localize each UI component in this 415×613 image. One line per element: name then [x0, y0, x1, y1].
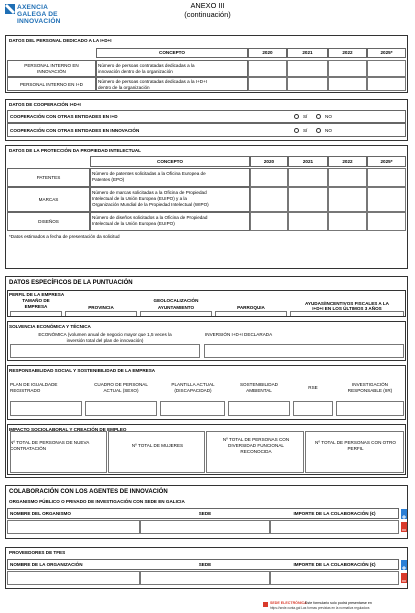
personal-col-concepto: CONCEPTO	[159, 50, 185, 55]
resp-sost: SOSTENIBILIDAD	[239, 382, 279, 387]
perfil-ayudas-2: I+D+I EN LOS ÚLTIMOS 3 AÑOS	[312, 306, 382, 311]
perfil-parroquia: PARROQUIA	[237, 305, 265, 310]
disenos-input-2020[interactable]	[250, 212, 288, 231]
proveedores-nombre-input[interactable]	[7, 571, 140, 585]
plus-icon	[401, 512, 407, 522]
perfil-provincia-input[interactable]	[65, 311, 137, 316]
impacto-otro: Nº TOTAL DE PERSONAS CON OTRO	[315, 440, 396, 445]
marcas-input-2021[interactable]	[288, 187, 328, 212]
impacto-diversidad-3: RECONOCIDA	[240, 449, 272, 454]
solvencia-economica-input[interactable]	[10, 344, 200, 358]
cooperacion-row-2-si-radio[interactable]	[294, 128, 299, 133]
resp-cuadro-2: ACTUAL (SEXO)	[103, 388, 139, 393]
impacto-nueva: Nº TOTAL DE PERSONAS DE NUEVA	[10, 440, 90, 445]
cooperacion-row-2-label: COOPERACIÓN CON OTRAS ENTIDADES EN INNOVACIÓN	[10, 128, 140, 133]
section-puntuacion-title: DATOS ESPECÍFICOS DE LA PUNTUACIÓN	[9, 280, 133, 286]
impacto-otro-2: PERFIL	[347, 446, 364, 451]
perfil-ayuntamiento-input[interactable]	[140, 311, 212, 316]
personal-year-3: 2022	[342, 50, 353, 55]
personal-row-2-input-2021[interactable]	[287, 77, 328, 91]
minus-icon	[401, 576, 407, 586]
personal-row-1-concept: Número de persoas contratadas dedicadas a la	[98, 63, 195, 68]
section-colaboracion-title: COLABORACIÓN CON LOS AGENTES DE INNOVACIÓN	[9, 489, 168, 495]
logo	[5, 3, 77, 29]
logo-line-3: INNOVACIÓN	[17, 18, 61, 25]
perfil-ayudas-input[interactable]	[290, 311, 404, 316]
disenos-input-2021[interactable]	[288, 212, 328, 231]
logo-line-1: AXENCIA	[17, 4, 49, 11]
solvencia-inversion-input[interactable]	[204, 344, 404, 358]
personal-year-4: 2025*	[380, 50, 393, 55]
disenos-input-2025[interactable]	[367, 212, 406, 231]
impacto-mujeres: Nº TOTAL DE MUJERES	[131, 443, 184, 448]
propiedad-row-disenos-concept: Número de diseños solicitados a la Oficina de Propiedad	[92, 215, 208, 220]
resp-inv: INVESTIGACIÓN	[352, 382, 388, 387]
cooperacion-row-1-no-label: NO	[325, 114, 332, 119]
resp-cuadro-input[interactable]	[85, 401, 157, 416]
proveedores-sede-input[interactable]	[140, 571, 270, 585]
perfil-tamano-2: EMPRESA	[24, 304, 48, 309]
propiedad-row-patentes-concept-2: Patentes (EPO)	[92, 177, 125, 182]
colaboracion-add-button[interactable]	[401, 509, 407, 519]
propiedad-row-marcas-label: MARCAS	[38, 197, 59, 202]
responsabilidad-title: RESPONSABILIDAD SOCIAL Y SOSTENIBILIDAD DE LA EMPRESA	[9, 368, 156, 373]
marcas-input-2020[interactable]	[250, 187, 288, 212]
patentes-input-2022[interactable]	[328, 168, 367, 187]
perfil-parroquia-input[interactable]	[215, 311, 287, 316]
impacto-otro-input[interactable]	[305, 431, 404, 473]
cooperacion-row-1-si-label: SÍ	[303, 114, 308, 119]
cooperacion-row-2-no-radio[interactable]	[316, 128, 321, 133]
resp-rse-input[interactable]	[293, 401, 333, 416]
personal-row-1-label-2: INNOVACIÓN	[37, 69, 66, 74]
galicia-cross-logo-icon	[5, 4, 15, 14]
propiedad-row-patentes-label: PATENTES	[36, 175, 61, 180]
impacto-nueva-input[interactable]	[10, 431, 107, 473]
personal-row-2-input-2022[interactable]	[328, 77, 367, 91]
propiedad-row-marcas-concept-2: Intelectual de la Unión Europea (EUIPO) y a la	[92, 196, 187, 201]
resp-inv-input[interactable]	[336, 401, 404, 416]
resp-plan: PLAN DE IGUALDADE	[10, 382, 58, 387]
proveedores-col-nombre: NOMBRE DE LA ORGANIZACIÓN	[10, 562, 83, 567]
resp-cuadro: CUADRO DE PERSONAL	[94, 382, 148, 387]
solvencia-economica-2: inversión total del plan de innovación)	[66, 338, 144, 343]
personal-row-1-input-2020[interactable]	[248, 60, 287, 77]
proveedores-col-importe: IMPORTE DE LA COLABORACIÓN (€)	[293, 562, 376, 567]
perfil-ayuntamiento: AYUNTAMIENTO	[157, 305, 195, 310]
personal-row-2-input-2025[interactable]	[367, 77, 406, 91]
marcas-input-2022[interactable]	[328, 187, 367, 212]
resp-plantilla-2: (DISCAPACIDAD)	[174, 388, 212, 393]
personal-row-2-concept: Número de persoas contratadas dedicadas a la I+D+I	[98, 79, 208, 84]
resp-rse: RSE	[308, 385, 318, 390]
disenos-input-2022[interactable]	[328, 212, 367, 231]
personal-row-1-concept-2: innovación dentro de la organización	[98, 69, 173, 74]
personal-row-2-input-2020[interactable]	[248, 77, 287, 91]
section-cooperacion-title: DATOS DE COOPERACIÓN I+D+I	[9, 102, 81, 107]
marcas-input-2025[interactable]	[367, 187, 406, 212]
impacto-mujeres-input[interactable]	[108, 431, 205, 473]
colaboracion-col-nombre: NOMBRE DEL ORGANISMO	[10, 511, 71, 516]
footer-line-1: Este formulario solo podrá presentarse en	[305, 601, 372, 605]
propiedad-row-marcas-concept-3: Organización Mundial de la Propiedad Intelectual (WIPO)	[92, 202, 209, 207]
resp-plantilla-input[interactable]	[160, 401, 225, 416]
patentes-input-2020[interactable]	[250, 168, 288, 187]
section-propiedad-title: DATOS DE LA PROTECCIÓN DA PROPIEDAD INTELECTUAL	[9, 148, 141, 153]
section-proveedores-title: PROVEEDORES DE TFES	[9, 550, 66, 555]
cooperacion-row-1-si-radio[interactable]	[294, 114, 299, 119]
cooperacion-row-2-si-label: SÍ	[303, 128, 308, 133]
personal-row-2-concept-2: dentro de la organización	[98, 85, 150, 90]
impacto-diversidad-input[interactable]	[206, 431, 304, 473]
plus-icon	[401, 563, 407, 573]
patentes-input-2021[interactable]	[288, 168, 328, 187]
minus-icon	[401, 525, 407, 535]
personal-row-1-input-2022[interactable]	[328, 60, 367, 77]
propiedad-footnote: *Datos estimados a fecha de presentación da solicitud	[9, 234, 120, 239]
propiedad-row-patentes-concept: Número de patentes solicitadas a la Oficina Europea de	[92, 171, 206, 176]
solvencia-inversion: INVERSIÓN I+D+I DECLARADA	[205, 332, 273, 337]
propiedad-col-concepto: CONCEPTO	[157, 159, 183, 164]
cooperacion-row-2-no-label: NO	[325, 128, 332, 133]
resp-sost-input[interactable]	[228, 401, 290, 416]
impacto-diversidad: Nº TOTAL DE PERSONAS CON	[222, 437, 290, 442]
section-personal-title: DATOS DEL PERSONAL DEDICADO A LA I+D+I	[9, 38, 112, 43]
perfil-provincia: PROVINCIA	[88, 305, 114, 310]
solvencia-economica: ECONÓMICA (volumen anual de negocio mayor que 1,5 veces la	[38, 332, 172, 337]
colaboracion-sede-input[interactable]	[140, 520, 270, 534]
cooperacion-row-1-no-radio[interactable]	[316, 114, 321, 119]
personal-row-2-label: PERSONAL INTERNO EN I+D	[19, 82, 83, 87]
personal-row-1-input-2025[interactable]	[367, 60, 406, 77]
perfil-ayudas: AYUDAS/INCENTIVOS FISCALES A LA	[305, 301, 389, 306]
perfil-geo: GEOLOCALIZACIÓN	[153, 298, 199, 303]
colaboracion-importe-input[interactable]	[270, 520, 399, 534]
patentes-input-2025[interactable]	[367, 168, 406, 187]
perfil-tamano-input[interactable]	[10, 311, 62, 316]
perfil-tamano: TAMAÑO DE	[22, 298, 50, 303]
cooperacion-row-1-label: COOPERACIÓN CON OTRAS ENTIDADES EN I+D	[10, 114, 118, 119]
personal-row-1-label: PERSONAL INTERNO EN	[24, 63, 79, 68]
logo-line-2: GALEGA DE	[17, 11, 58, 18]
personal-year-2: 2021	[302, 50, 313, 55]
impacto-diversidad-2: DIVERSIDAD FUNCIONAL	[228, 443, 284, 448]
propiedad-year-1: 2020	[263, 159, 275, 164]
colaboracion-nombre-input[interactable]	[7, 520, 140, 534]
proveedores-add-button[interactable]	[401, 560, 407, 570]
resp-plantilla: PLANTILLA ACTUAL	[171, 382, 215, 387]
propiedad-year-3: 2022	[342, 159, 353, 164]
page-subtitle: (continuación)	[184, 10, 231, 19]
propiedad-row-disenos-label: DISEÑOS	[38, 219, 59, 224]
resp-plan-input[interactable]	[10, 401, 82, 416]
personal-row-1-input-2021[interactable]	[287, 60, 328, 77]
solvencia-title: SOLVENCIA ECONÓMICA Y TÉCNICA	[9, 324, 91, 329]
proveedores-remove-button[interactable]	[401, 573, 407, 583]
perfil-title: PERFIL DE LA EMPRESA	[9, 292, 65, 297]
proveedores-importe-input[interactable]	[270, 571, 399, 585]
proveedores-col-sede: SEDE	[198, 562, 212, 567]
colaboracion-col-sede: SEDE	[198, 511, 212, 516]
resp-inv-2: RESPONSABLE (IIR)	[347, 388, 393, 393]
propiedad-row-marcas-concept: Número de marcas solicitadas a la Oficina de Propiedad	[92, 190, 207, 195]
colaboracion-remove-button[interactable]	[401, 522, 407, 532]
propiedad-year-2: 2021	[302, 159, 314, 164]
sede-electronica-icon	[263, 602, 268, 607]
footer-line-2: https://sede.xunta.gal Las formas previstas en la normativa reguladora	[270, 606, 370, 610]
colaboracion-col-importe: IMPORTE DE LA COLABORACIÓN (€)	[293, 511, 376, 516]
propiedad-row-disenos-concept-2: Intelectual de la Unión Europea (EUIPO)	[92, 221, 175, 226]
colaboracion-org: ORGANISMO PÚBLICO O PRIVADO DE INVESTIGACIÓN CON SEDE EN GALICIA	[9, 499, 185, 504]
footer-sede: SEDE ELECTRÓNICA	[270, 601, 307, 605]
impacto-nueva-2: CONTRATACIÓN	[10, 446, 47, 451]
resp-plan-2: REGISTRADO	[10, 388, 41, 393]
personal-year-1: 2020	[262, 50, 273, 55]
propiedad-year-4: 2025*	[380, 159, 393, 164]
impacto-title: IMPACTO SOCIOLABORAL Y CREACIÓN DE EMPLEO	[9, 427, 127, 432]
resp-sost-2: AMBIENTAL	[246, 388, 272, 393]
page-title: ANEXO III	[190, 1, 225, 10]
